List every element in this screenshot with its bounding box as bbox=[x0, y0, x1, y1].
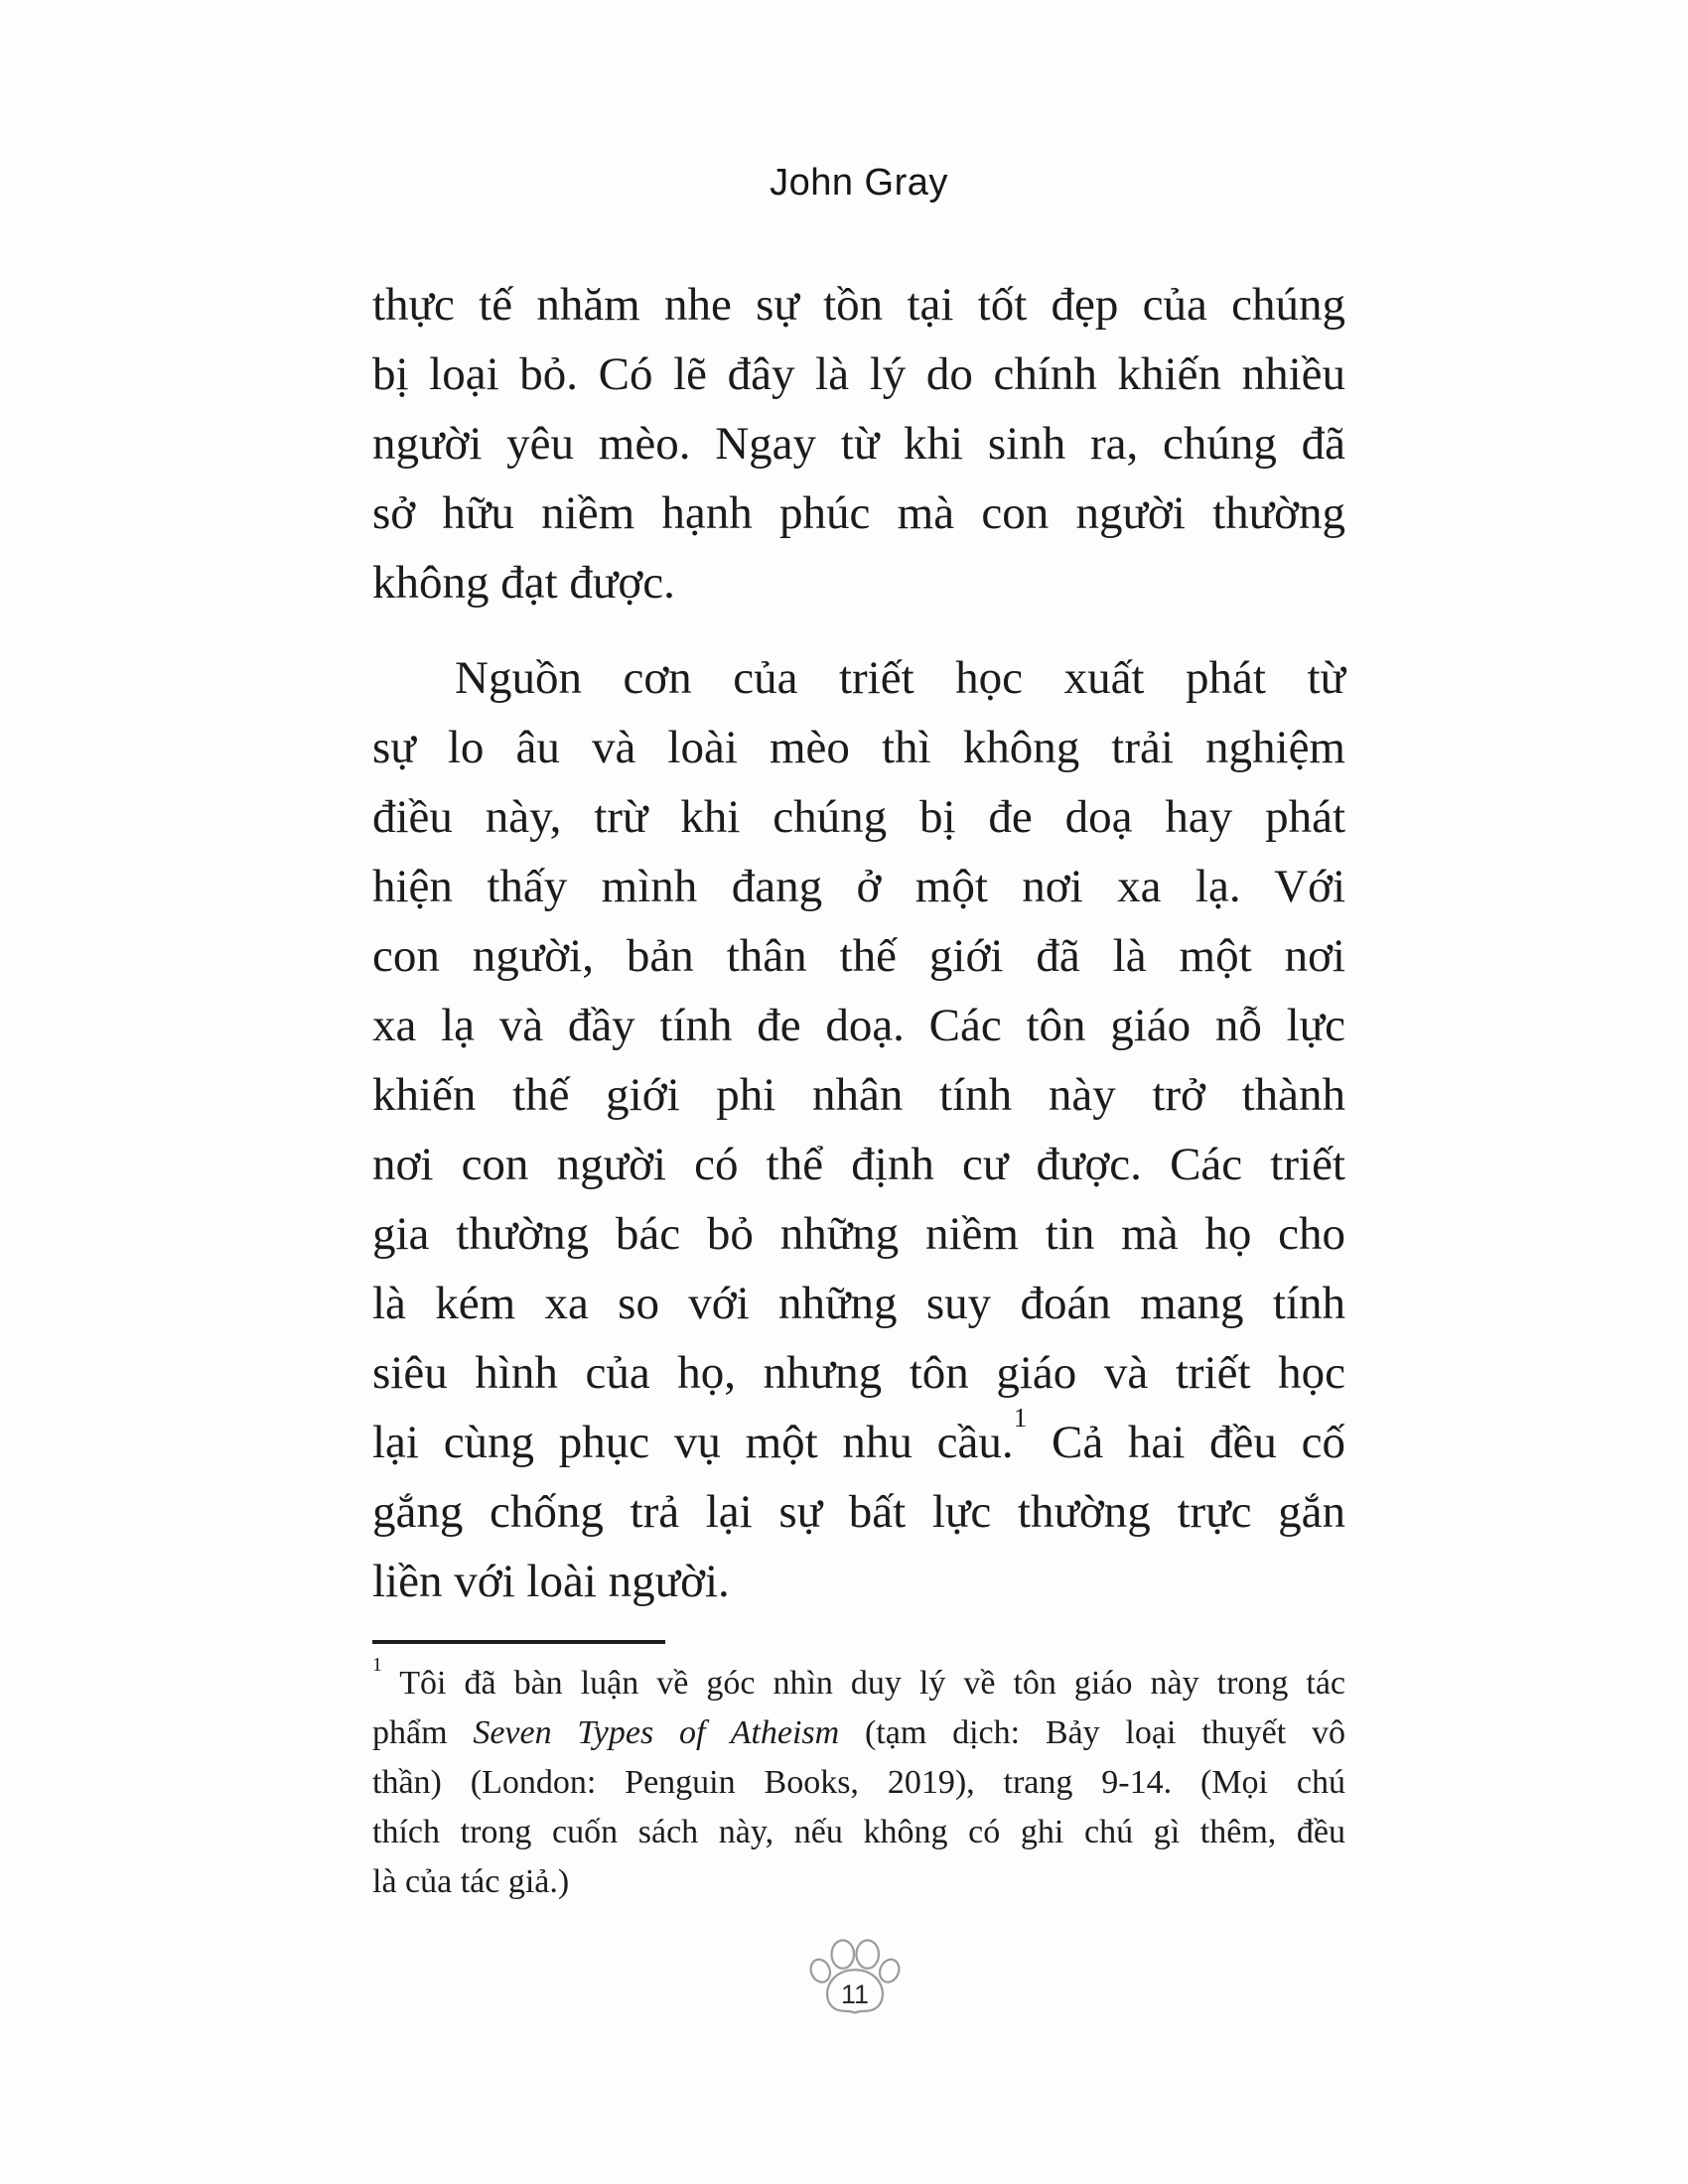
text-line: con người, bản thân thế giới đã là một nơi bbox=[372, 930, 1345, 982]
text-line: gia thường bác bỏ những niềm tin mà họ cho bbox=[372, 1208, 1345, 1260]
footnote bbox=[372, 1654, 1345, 1907]
text-line: khiến thế giới phi nhân tính này trở thành bbox=[372, 1069, 1345, 1121]
text-line: bị loại bỏ. Có lẽ đây là lý do chính khiến nhiều bbox=[372, 348, 1345, 400]
text-segment: phẩm bbox=[372, 1714, 448, 1751]
running-header-author: John Gray bbox=[770, 162, 948, 204]
text-line: hiện thấy mình đang ở một nơi xa lạ. Với bbox=[372, 861, 1345, 912]
footnote-line bbox=[372, 1654, 1345, 1708]
text-line: gắng chống trả lại sự bất lực thường trực gắn bbox=[372, 1486, 1345, 1538]
text-segment: Cả hai đều cố bbox=[1051, 1417, 1346, 1468]
footnote-line bbox=[372, 1708, 1345, 1758]
page-number-ornament bbox=[806, 1938, 904, 2025]
book-title-italic: Seven Types of Atheism bbox=[473, 1714, 840, 1751]
text-line: Nguồn cơn của triết học xuất phát từ bbox=[455, 652, 1345, 704]
body-text bbox=[372, 270, 1345, 1616]
text-segment: (tạm dịch: Bảy loại thuyết vô bbox=[864, 1714, 1345, 1751]
paragraph bbox=[372, 643, 1345, 1616]
text-line: sở hữu niềm hạnh phúc mà con người thường bbox=[372, 487, 1345, 539]
paragraph bbox=[372, 270, 1345, 617]
page-number: 11 bbox=[840, 1979, 870, 2009]
footnote-line: thần) (London: Penguin Books, 2019), trang 9-14. (Mọi chú bbox=[372, 1764, 1345, 1801]
text-line-with-footnote-ref bbox=[372, 1403, 1346, 1477]
text-segment: Tôi đã bàn luận về góc nhìn duy lý về tôn giáo này trong tác bbox=[399, 1665, 1345, 1702]
text-line: điều này, trừ khi chúng bị đe doạ hay phát bbox=[372, 791, 1345, 843]
text-line: siêu hình của họ, nhưng tôn giáo và triết học bbox=[372, 1347, 1345, 1399]
text-line: người yêu mèo. Ngay từ khi sinh ra, chúng đã bbox=[372, 418, 1345, 470]
text-line: liền với loài người. bbox=[372, 1556, 730, 1607]
text-line: thực tế nhăm nhe sự tồn tại tốt đẹp của chúng bbox=[372, 279, 1345, 331]
footnote-number-marker: 1 bbox=[372, 1654, 382, 1677]
footnote-line: thích trong cuốn sách này, nếu không có ghi chú gì thêm, đều bbox=[372, 1814, 1345, 1850]
text-line: không đạt được. bbox=[372, 557, 675, 609]
text-line: sự lo âu và loài mèo thì không trải nghiệm bbox=[372, 722, 1345, 773]
text-segment: lại cùng phục vụ một nhu cầu. bbox=[372, 1417, 1014, 1468]
footnote-line: là của tác giả.) bbox=[372, 1863, 570, 1900]
text-line: là kém xa so với những suy đoán mang tính bbox=[372, 1278, 1345, 1329]
text-line: xa lạ và đầy tính đe doạ. Các tôn giáo nỗ lực bbox=[372, 1000, 1345, 1051]
footnote-separator-rule bbox=[372, 1640, 665, 1644]
text-line: nơi con người có thể định cư được. Các triết bbox=[372, 1139, 1345, 1190]
footnote-reference-marker: 1 bbox=[1013, 1403, 1028, 1433]
